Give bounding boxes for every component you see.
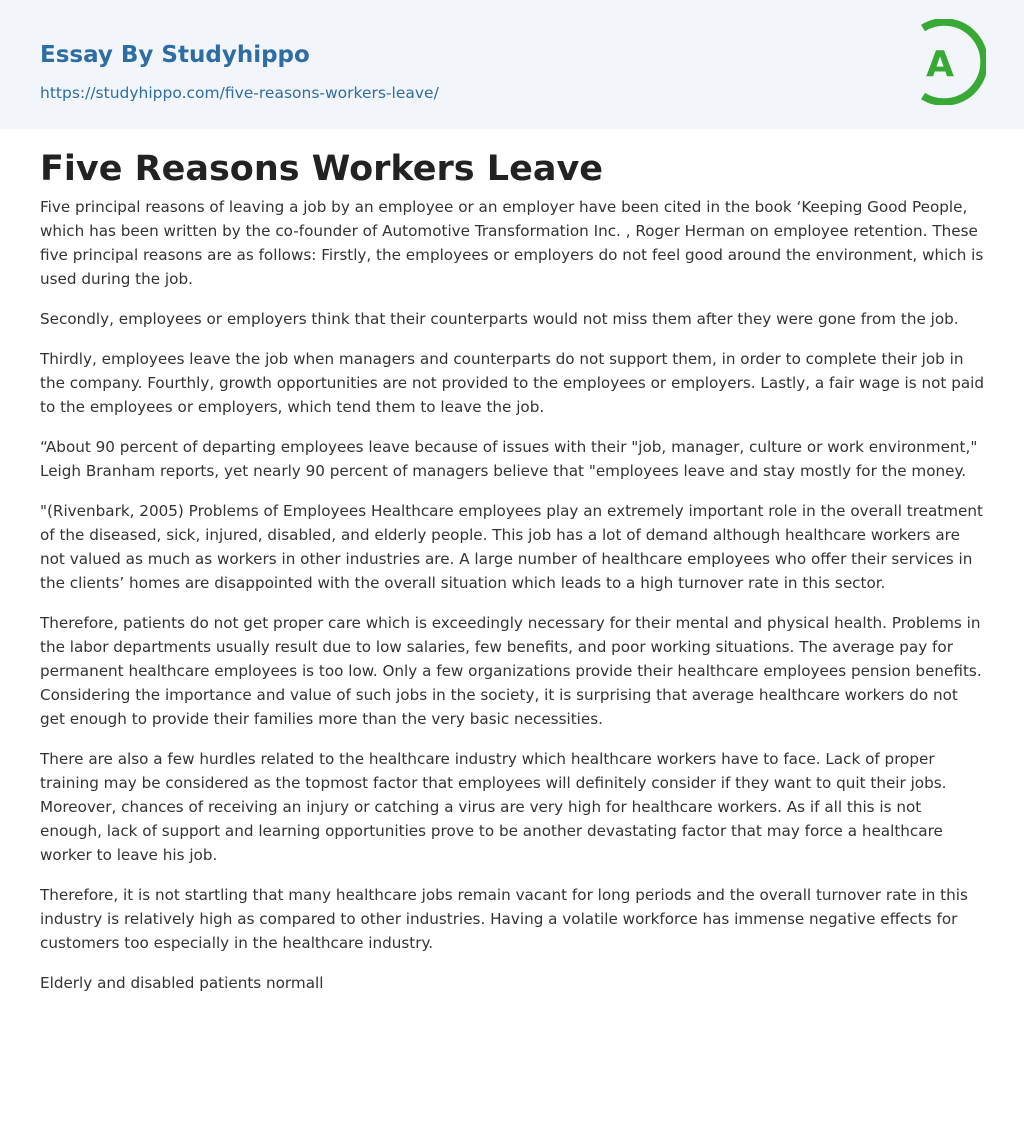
paragraph: “About 90 percent of departing employees leave because of issues with their "job, manager, culture or work environment," Leigh Branham reports, yet nearly 90 percent of managers believe that "employees leave and stay mostly for the money. [40, 438, 978, 480]
article [0, 129, 1024, 995]
paragraph: Therefore, patients do not get proper care which is exceedingly necessary for their mental and physical health. Problems in the labor departments usually result due to low salaries, few benefits, and poor working situations. The average pay for permanent healthcare employees is too low. Only a few organizations provide their healthcare employees pension benefits. Considering the importance and value of such jobs in the society, it is surprising that average healthcare workers do not get enough to provide their families more than the very basic necessities. [40, 614, 982, 728]
page-title: Five Reasons Workers Leave [40, 149, 603, 189]
paragraph: Therefore, it is not startling that many healthcare jobs remain vacant for long periods and the overall turnover rate in this industry is relatively high as compared to other industries. Having a volatile workforce has immense negative effects for customers too especially in the healthcare industry. [40, 886, 968, 952]
paragraph: There are also a few hurdles related to the healthcare industry which healthcare workers have to face. Lack of proper training may be considered as the topmost factor that employees will definitely consider if they want to quit their jobs. Moreover, chances of receiving an injury or catching a virus are very high for healthcare workers. As if all this is not enough, lack of support and learning opportunities prove to be another devastating factor that may force a healthcare worker to leave his job. [40, 750, 947, 864]
paragraph: "(Rivenbark, 2005) Problems of Employees Healthcare employees play an extremely important role in the overall treatment of the diseased, sick, injured, disabled, and elderly people. This job has a lot of demand although healthcare workers are not valued as much as workers in other industries are. A large number of healthcare employees who offer their services in the clients’ homes are disappointed with the overall situation which leads to a high turnover rate in this sector. [40, 502, 983, 592]
paragraph: Secondly, employees or employers think that their counterparts would not miss them after they were gone from the job. [40, 310, 959, 328]
site-header [0, 0, 1024, 129]
paragraph: Thirdly, employees leave the job when managers and counterparts do not support them, in order to complete their job in the company. Fourthly, growth opportunities are not provided to the employees or employers. Lastly, a fair wage is not paid to the employees or employers, which tend them to leave the job. [40, 350, 985, 416]
logo-letter: A [926, 44, 954, 85]
paragraph-truncated: Elderly and disabled patients normall [40, 974, 324, 992]
studyhippo-logo-icon[interactable] [912, 19, 986, 105]
paragraph: Five principal reasons of leaving a job by an employee or an employer have been cited in the book ‘Keeping Good People, which has been written by the co-founder of Automotive Transformation Inc. , Roger Herman on employee retention. These five principal reasons are as follows: Firstly, the employees or employers do not feel good around the environment, which is used during the job. [40, 198, 984, 288]
article-url-link[interactable]: https://studyhippo.com/five-reasons-workers-leave/ [40, 84, 439, 102]
brand-title[interactable]: Essay By Studyhippo [40, 42, 310, 68]
